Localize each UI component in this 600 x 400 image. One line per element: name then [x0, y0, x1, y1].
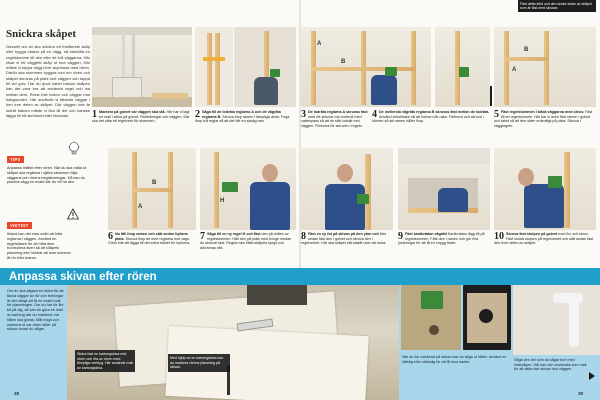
photo-step-9	[398, 148, 490, 230]
photo-step-1	[92, 27, 192, 107]
caption-step-6: 6 Nu fäll ihop ramen och sätt sedan hyllans plats. Skruva ihop de övre reglarna mot vagn. Glöm inte att lägga till det extra stödet för hyllorna.	[108, 231, 191, 246]
photo-note-5: Fäst detta stöd och den andra sidan av skåpet som är fäst med skruvar.	[518, 0, 596, 12]
caption-step-7: 7 Såga till en ny regel H och fäst den på mitten av regelstommen. Håll den på plats med tvinge medan du skruvar fast. Regeln ska hålla skåpets tyngd och dörrarnas vikt.	[200, 231, 292, 250]
banner-text: Om du ska sågaut en skiva för att täcka väggar av rör och ledningar är det viktigt att få en exakt mall för placeringen. Om du har för lite tid på dig, så kan du göra en mall av kartong där du markerar var hålen ska göras. Mät noga och markera ut var rören sitter på skivan innan du sågar.	[7, 289, 64, 332]
tips-label: TIPS	[7, 156, 24, 163]
photo-step-3	[234, 27, 296, 107]
letter-a-5: A	[512, 67, 517, 73]
bottom-caption-3: När du har markerat på skivan kan du såga ut hålen. Använd en hålsåg eller sticksåg för att få rena kanter.	[402, 355, 507, 364]
letter-b: B	[341, 59, 346, 65]
photo-step-4	[301, 27, 431, 107]
caption-step-5: 5 Fäst regelstommen i båda väggarna med skruv. Fäst till en regelstomme. Här har vi även fäst ramen i golvet och taket så att den sitter ordentligt på plats. Skruva i väggregeln.	[494, 109, 593, 128]
caption-step-9: 9 Fäst kantbrädan vågrätt Kantbrädan lägg till på regelstommen. Fäst den i ramen och gör fixa justeringar för att få en snygg finish.	[398, 231, 485, 246]
letter-h: H	[220, 198, 225, 204]
intro-column	[6, 28, 90, 118]
caption-step-3: 3 De lodräta reglarna A skruvas fast med ett skruvar och kontroll med vattenpass så att de står lodrätt mot väggen. Förborra för skruven i regeln.	[301, 109, 368, 128]
banner-title: Anpassa skivan efter rören	[9, 271, 157, 283]
caption-step-10: 10 Skruva fast stolpen på golvet med lim och skruv. Fäst också stolpen på regelverket och sätt sedan fast den övre delen av skåpet.	[494, 231, 594, 246]
bottom-caption-4: Såga den del som du sågar bort med sticksågen. Här kan den användas som mall för att sätta fast skivan mot väggen.	[514, 358, 587, 372]
bottom-caption-1: Skära fast en kartongskiva mot rören och rita av rören med lämpliga verktyg. Här används mall av kartongskiva.	[75, 350, 135, 372]
photo-pipe	[513, 285, 600, 355]
next-page-arrow-icon[interactable]	[589, 372, 595, 380]
photo-step-2	[195, 27, 233, 107]
caption-step-8: 8 Fäst en ny fot på skivan på den ytan och fäst sedan fast den i golvet och skruva den i regelverket. Här ska skåpet stå stabilt utan att vicka.	[301, 231, 387, 246]
viktigt-label: VIKTIGT	[7, 222, 32, 229]
letter-b-5: B	[524, 47, 529, 53]
caption-step-2: 2 Såga till de lodräta reglarna A och de vågräta reglarna B. Skruva ihop ramen i lämpliga delar. Foga ihop två reglar så att det blir en stadig ram.	[195, 109, 290, 124]
photo-template-sheet	[67, 285, 399, 400]
photo-step-10	[494, 148, 596, 230]
photo-step-5	[494, 27, 596, 107]
photo-step-4b	[435, 27, 490, 107]
caption-step-1: 1 Markera på golvet var väggen ska stå. Här har vi lagt en mall i skiva på golvet. Rörledningar och väggen. Där ska det sitta ett regelverk för stommen.	[92, 109, 190, 124]
photo-step-8	[301, 148, 393, 230]
viktigt-text: Ibland kan det vara svårt att hitta reglarna i väggen. Använd en regelsökare för att hitta dem. Kontrollera även så att skåpets placering inte hindrar att man kommer åt rör eller kranar.	[7, 232, 71, 260]
bottom-caption-2: Med hjälp av en kartongskiva kan du markera rörens placering på skivan.	[168, 354, 230, 372]
letter-a: A	[317, 41, 322, 47]
photo-step-7	[200, 148, 296, 230]
caption-step-4: 4 De mellersta vågräta reglarna B skruvas fast mellan de lodräta. Använd vinkelhake så att hörnen blir raka. Förborra och skruva i hörnen så att ramen håller ihop.	[372, 109, 490, 124]
tips-text: Anpassa måttet efter rören. När du ska mäta ut skåpet ska reglarna i själva stommen följa väggens och rörens begränsningar. Då kan du placera vägg en exakt där du vill ha den.	[7, 166, 87, 185]
viktigt-box	[7, 214, 71, 261]
letter-a-6: A	[138, 204, 143, 210]
page-number-right: 39	[578, 391, 584, 396]
tips-box	[7, 148, 89, 185]
intro-text: Oavsett om du ska snickra ett fristående skåp eller bygga väskor på en vägg, så bekräfta en regelstomme till den eller de två väggarna. Här visar vi ett väggfritt skåp ut mot väggen. Här måste vi tappa vägg hörn skymmas med rören. Därför ska stommen byggas runt om rören och skåpet skruvas på plats mot väggen och tappa till vid golv. Har du tjock kabel bakom skåpen kan det vara bra att använda regel och isa mellan dem. Rörar inte luckor och väggar mot bakgrunden. Här använde vi tätande väggar i den inre delen av skåpet. Där väggen inte är lodrät bakom måste vi fixa till det och kanske lägga till ett skrivbord eller liknande.	[6, 44, 90, 118]
page-title: Snickra skåpet	[6, 28, 76, 40]
page-number-left: 38	[14, 391, 20, 396]
photo-step-6	[108, 148, 196, 230]
letter-b-6: B	[152, 180, 157, 186]
photo-hole-saw	[401, 285, 461, 350]
photo-cut-hole	[463, 285, 511, 350]
